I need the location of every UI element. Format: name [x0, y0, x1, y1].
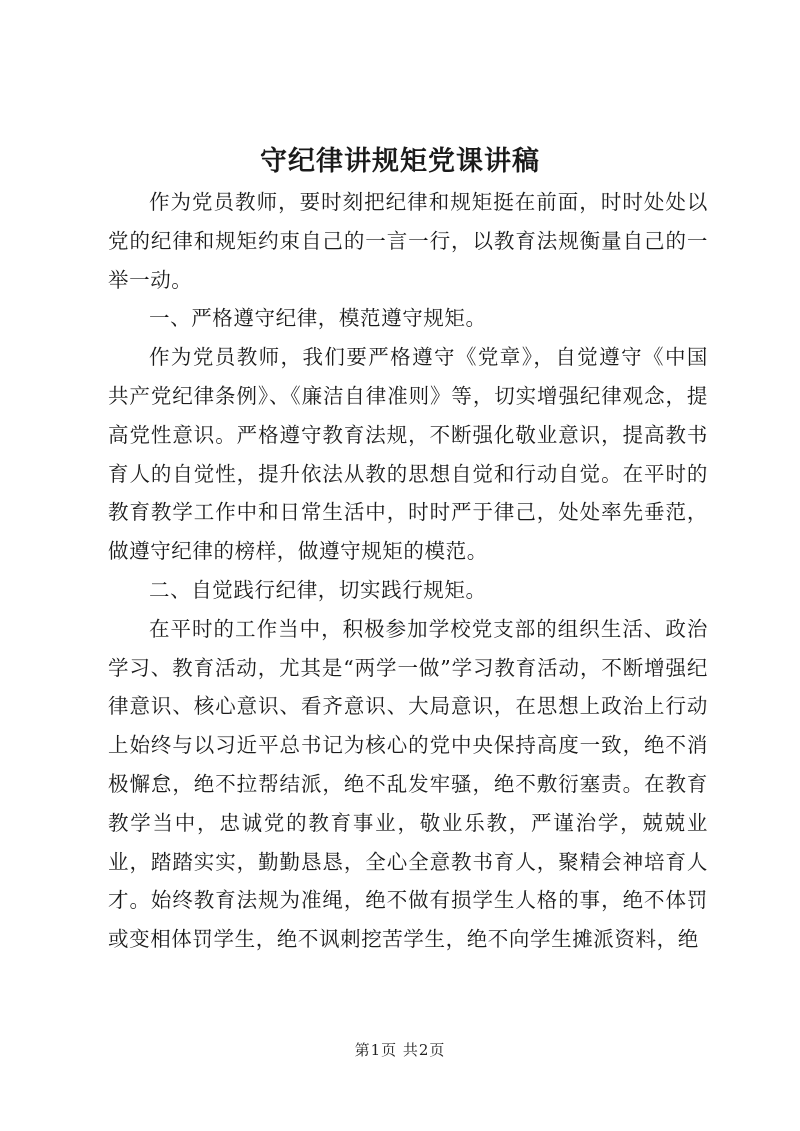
document-body — [108, 183, 708, 959]
section-heading-2: 二、自觉践行纪律，切实践行规矩。 — [149, 577, 487, 602]
section-heading-1: 一、严格遵守纪律，模范遵守规矩。 — [149, 306, 487, 331]
document-title: 守纪律讲规矩党课讲稿 — [260, 146, 540, 177]
section-1-paragraph: 作为党员教师，我们要严格遵守《党章》，自觉遵守《中国共产党纪律条例》、《廉洁自律准则》等，切实增强纪律观念，提高党性意识。严格遵守教育法规，不断强化敬业意识，提高教书育人的自觉性，提升依法从教的思想自觉和行动自觉。在平时的教育教学工作中和日常生活中，时时严于律己，处处率先垂范，做遵守纪律的榜样，做遵守规矩的模范。 — [108, 345, 708, 564]
intro-paragraph: 作为党员教师，要时刻把纪律和规矩挺在前面，时时处处以党的纪律和规矩约束自己的一言一行，以教育法规衡量自己的一举一动。 — [108, 190, 708, 292]
section-2-paragraph: 在平时的工作当中，积极参加学校党支部的组织生活、政治学习、教育活动，尤其是“两学一做”学习教育活动，不断增强纪律意识、核心意识、看齐意识、大局意识，在思想上政治上行动上始终与以习近平总书记为核心的党中央保持高度一致，绝不消极懈怠，绝不拉帮结派，绝不乱发牢骚，绝不敷衍塞责。在教育教学当中，忠诚党的教育事业，敬业乐教，严谨治学，兢兢业业，踏踏实实，勤勤恳恳，全心全意教书育人，聚精会神培育人才。始终教育法规为准绳，绝不做有损学生人格的事，绝不体罚或变相体罚学生，绝不讽刺挖苦学生，绝不向学生摊派资料，绝 — [108, 616, 708, 952]
page-number-footer: 第1页 共2页 — [354, 1041, 446, 1059]
